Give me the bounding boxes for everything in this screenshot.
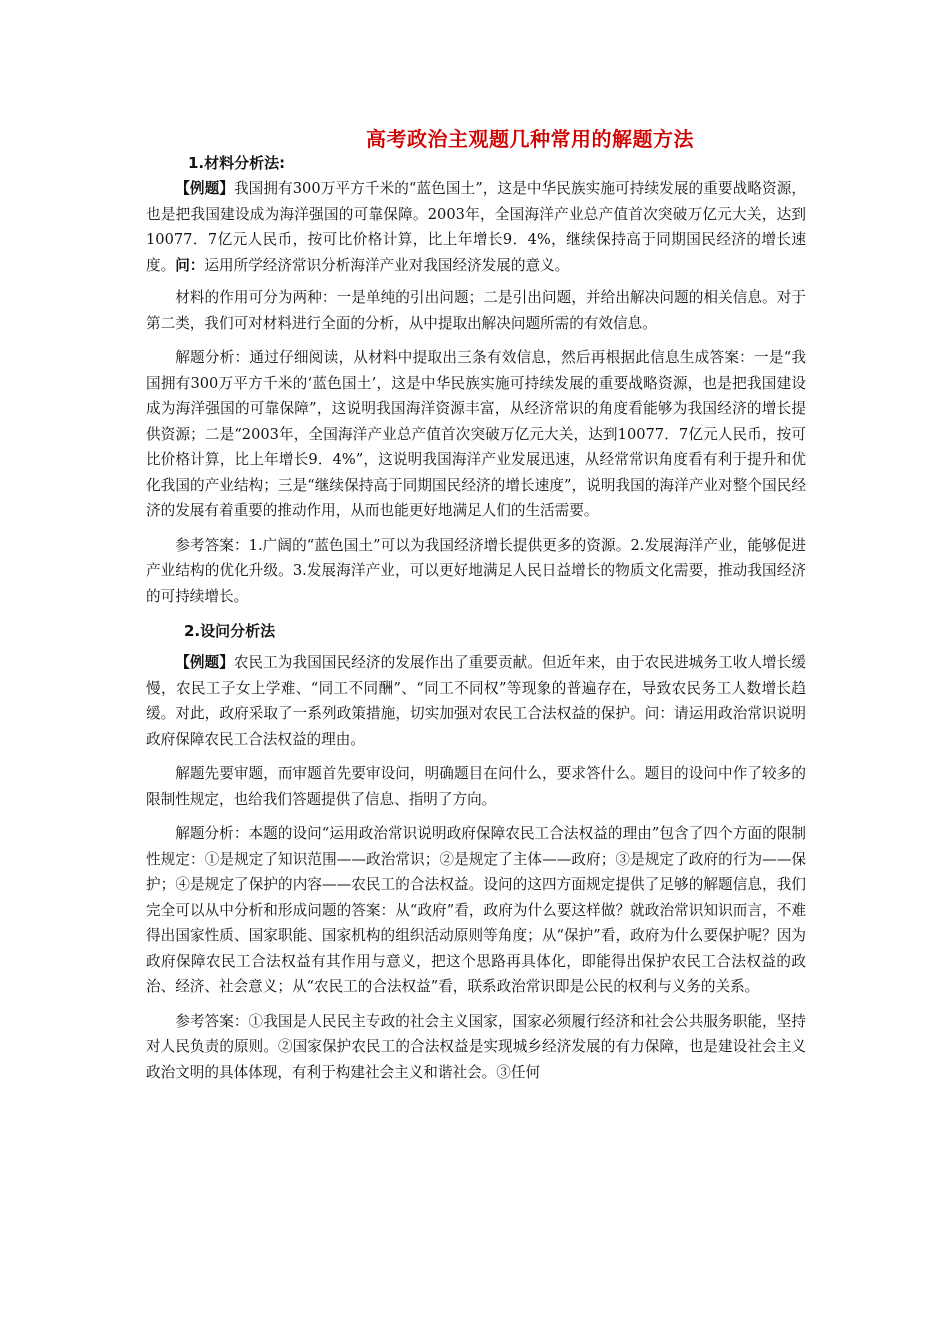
- example-label: 【例题】: [175, 654, 234, 671]
- analysis-paragraph-1: 解题分析：通过仔细阅读，从材料中提取出三条有效信息，然后再根据此信息生成答案：一是“我国拥有300万平方千米的‘蓝色国土’，这是中华民族实施可持续发展的重要战略资源，也是把我国建设成为海洋强国的可靠保障”，这说明我国海洋资源丰富，从经济常识的角度看能够为我国经济的增长提供资源；二是“2003年，全国海洋产业总产值首次突破万亿元大关，达到10077．7亿元人民币，按可比价格计算，比上年增长9．4%”，这说明我国海洋产业发展迅速，从经常常识角度看有利于提升和优化我国的产业结构；三是“继续保持高于同期国民经济的增长速度”，说明我国的海洋产业对整个国民经济的发展有着重要的推动作用，从而也能更好地满足人们的生活需要。: [146, 349, 806, 519]
- section-heading-question-analysis: 2.设问分析法: [184, 622, 276, 640]
- example-text: 我国拥有300万平方千米的“蓝色国土”，这是中华民族实施可持续发展的重要战略资源，也是把我国建设成为海洋强国的可靠保障。2003年，全国海洋产业总产值首次突破万亿元大关，达到10077．7亿元人民币，按可比价格计算，比上年增长9．4%，继续保持高于同期国民经济的增长速度。: [146, 180, 806, 274]
- question-text: 运用所学经济常识分析海洋产业对我国经济发展的意义。: [204, 256, 570, 274]
- answer-paragraph-1: 参考答案：1.广阔的“蓝色国土”可以为我国经济增长提供更多的资源。2.发展海洋产业，能够促进产业结构的优化升级。3.发展海洋产业，可以更好地满足人民日益增长的物质文化需要，推动我国经济的可持续增长。: [146, 536, 806, 605]
- answer-paragraph-2: 参考答案：①我国是人民民主专政的社会主义国家，国家必须履行经济和社会公共服务职能，坚持对人民负责的原则。②国家保护农民工的合法权益是实现城乡经济发展的有力保障，也是建设社会主义政治文明的具体体现，有利于构建社会主义和谐社会。③任何: [146, 1012, 806, 1081]
- example-label: 【例题】: [175, 180, 234, 197]
- method-paragraph-2: 解题先要审题，而审题首先要审设问，明确题目在问什么，要求答什么。题目的设问中作了较多的限制性规定，也给我们答题提供了信息、指明了方向。: [146, 765, 806, 808]
- example-paragraph-1: [146, 176, 806, 278]
- question-label: 问：: [175, 256, 205, 274]
- method-paragraph-1: 材料的作用可分为两种：一是单纯的引出问题；二是引出问题，并给出解决问题的相关信息。对于第二类，我们可对材料进行全面的分析，从中提取出解决问题所需的有效信息。: [146, 289, 806, 332]
- example-text: 农民工为我国国民经济的发展作出了重要贡献。但近年来，由于农民进城务工收人增长缓慢，农民工子女上学难、“同工不同酬”、“同工不同权”等现象的普遍存在，导致农民务工人数增长趋缓。对此，政府采取了一系列政策措施，切实加强对农民工合法权益的保护。问：请运用政治常识说明政府保障农民工合法权益的理由。: [146, 654, 806, 748]
- example-paragraph-2: [146, 650, 806, 752]
- section-heading-material-analysis: 1.材料分析法:: [188, 154, 286, 172]
- document-body: [146, 150, 806, 1094]
- analysis-paragraph-2: 解题分析：本题的设问“运用政治常识说明政府保障农民工合法权益的理由”包含了四个方面的限制性规定：①是规定了知识范围——政治常识；②是规定了主体——政府；③是规定了政府的行为——保护；④是规定了保护的内容——农民工的合法权益。设问的这四方面规定提供了足够的解题信息，我们完全可以从中分析和形成问题的答案：从“政府”看，政府为什么要这样做？就政治常识知识而言，不难得出国家性质、国家职能、国家机构的组织活动原则等角度；从“保护”看，政府为什么要保护呢？因为政府保障农民工合法权益有其作用与意义，把这个思路再具体化，即能得出保护农民工合法权益的政治、经济、社会意义；从“农民工的合法权益”看，联系政治常识即是公民的权利与义务的关系。: [146, 825, 806, 995]
- document-title: 高考政治主观题几种常用的解题方法: [366, 127, 694, 151]
